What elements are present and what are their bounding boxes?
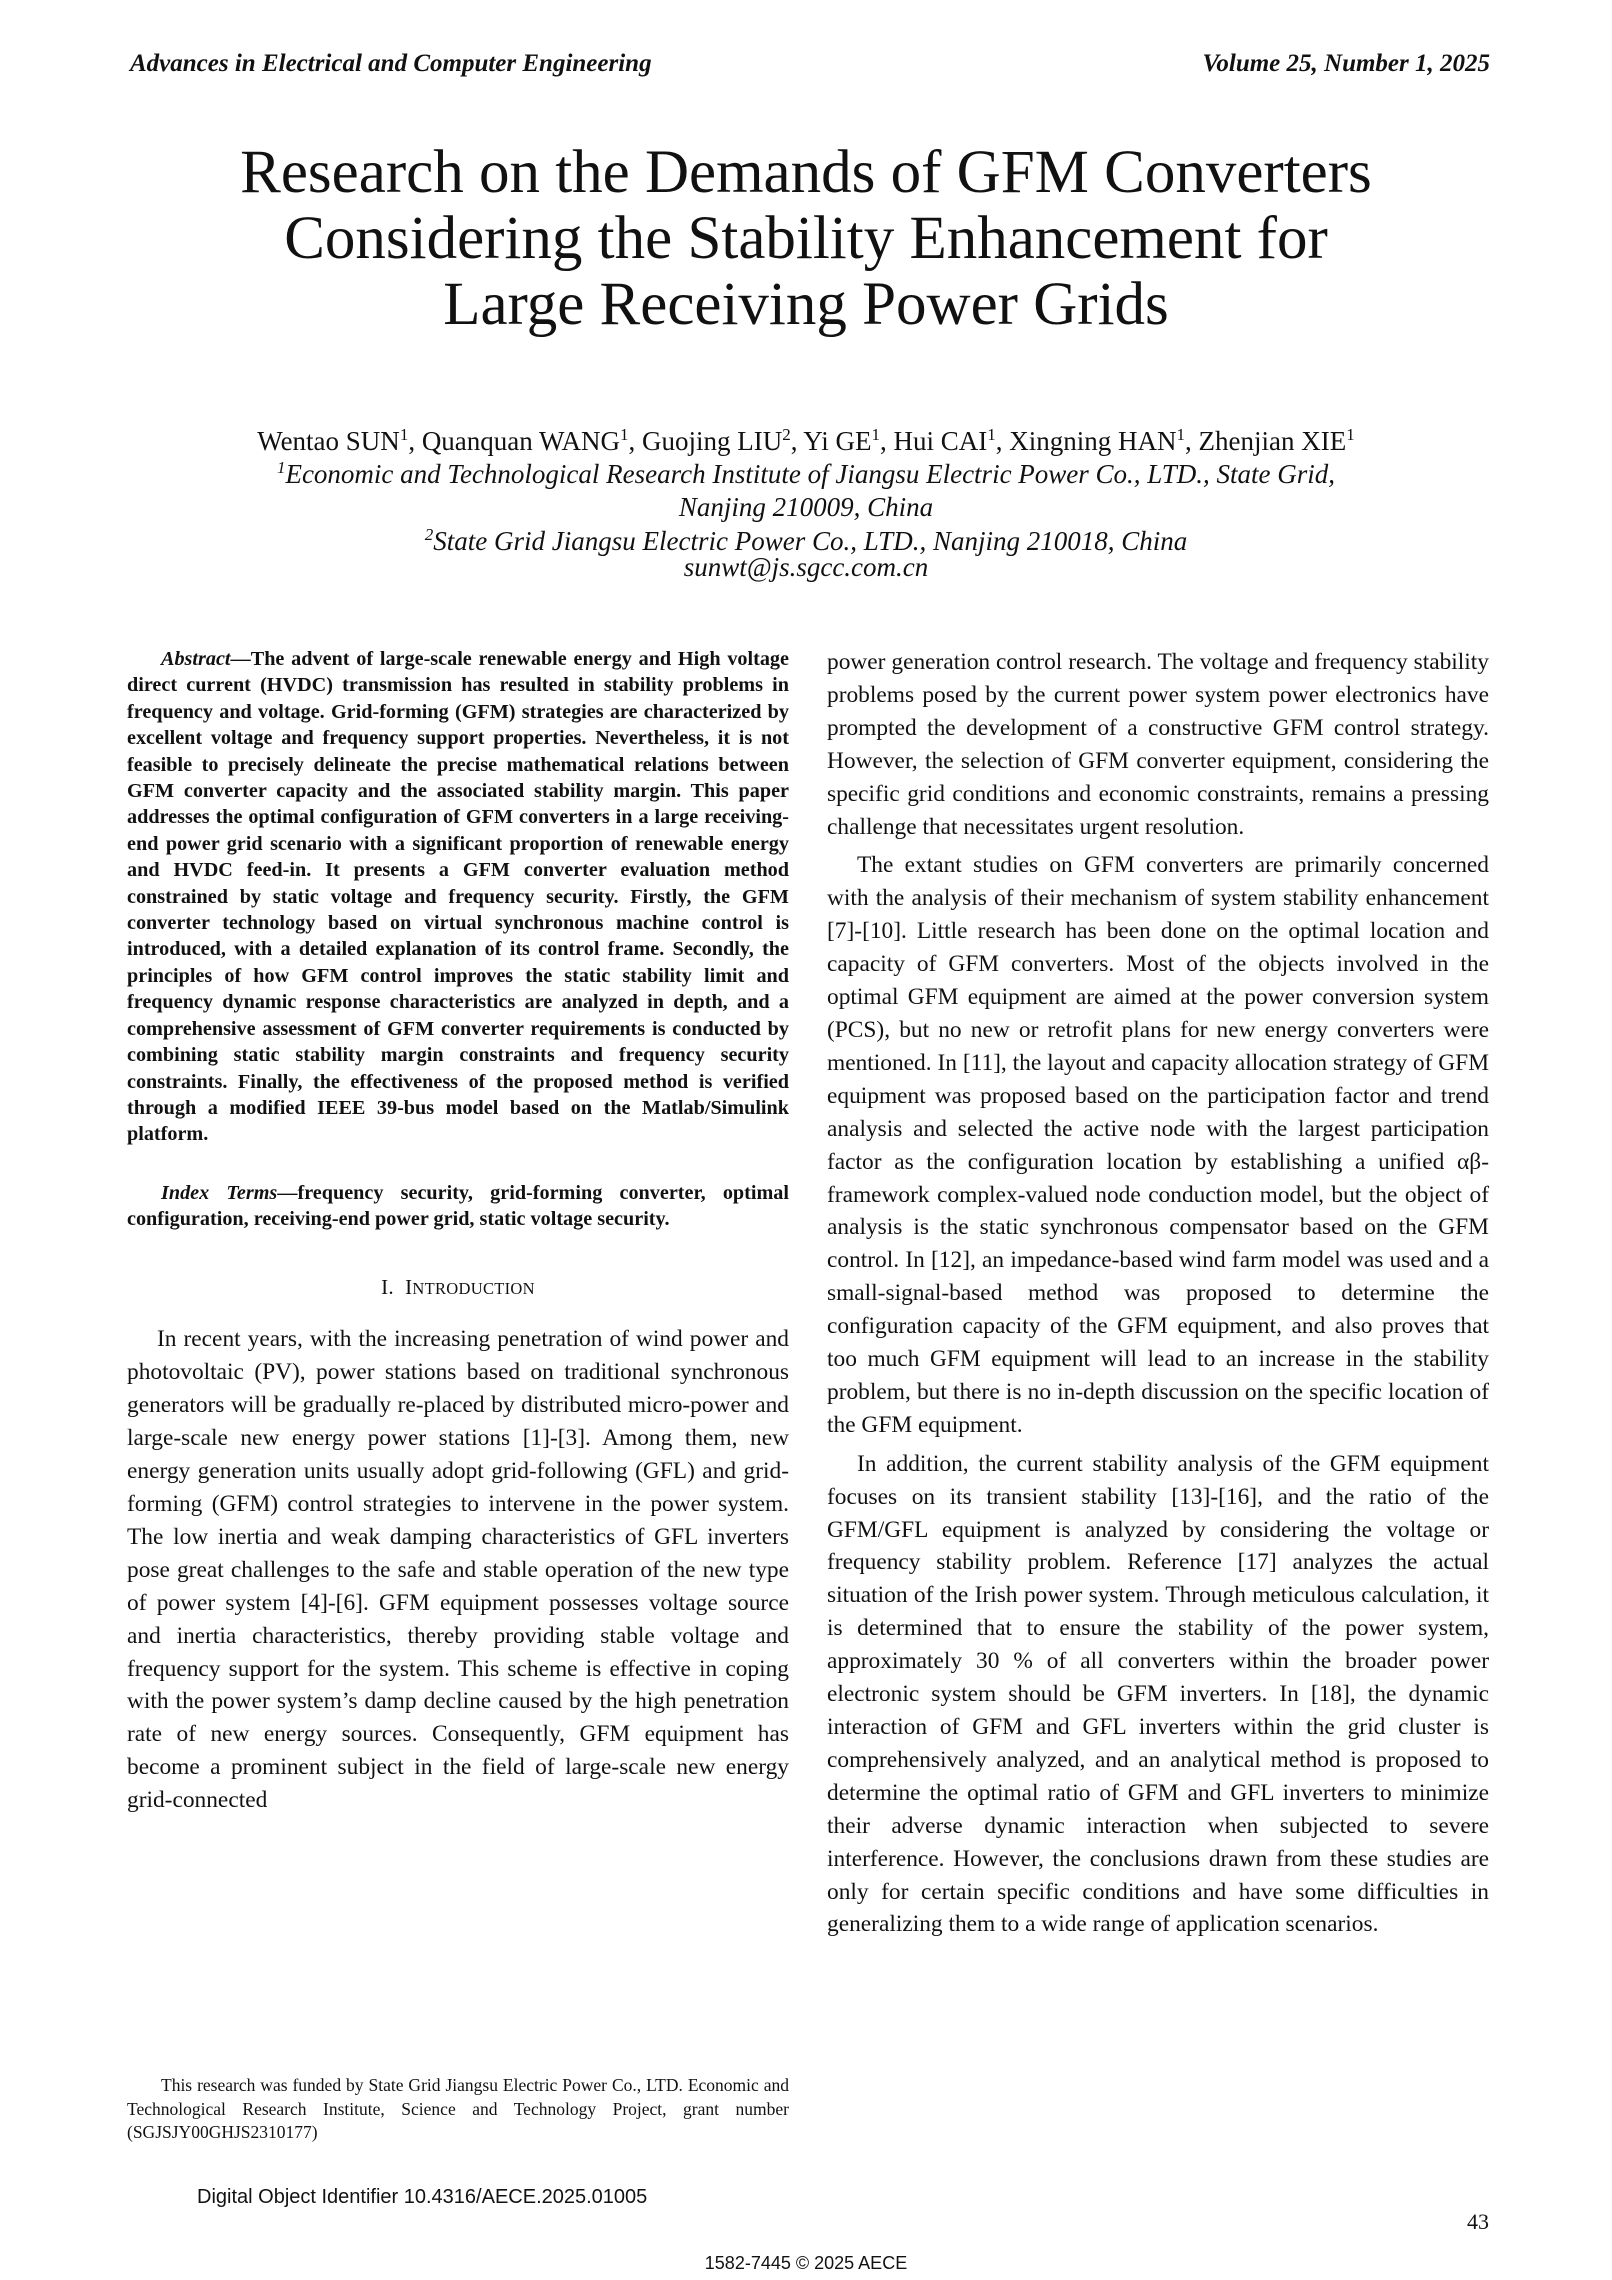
right-column	[827, 646, 1489, 1941]
journal-name: Advances in Electrical and Computer Engineering	[130, 50, 652, 77]
affiliation-2: $^2$State Grid Jiangsu Electric Power Co., LTD., Nanjing 210018, China	[424, 525, 1188, 556]
issn-copyright: 1582-7445 © 2025 AECE	[704, 2253, 908, 2273]
index-terms-label: Index Terms	[161, 1181, 278, 1204]
abstract	[127, 646, 789, 1148]
body-paragraph: power generation control research. The voltage and frequency stability problems posed by the current power system power electronics have prompted the development of a constructive GFM control strategy. However, the selection of GFM converter equipment, considering the specific grid conditions and economic constraints, remains a pressing challenge that necessitates urgent resolution.	[827, 649, 1489, 840]
funding-footnote: This research was funded by State Grid Jiangsu Electric Power Co., LTD. Economic and Technological Research Institute, Science and Technology Project, grant number (SGJSJY00GHJS2310177)	[127, 2075, 789, 2142]
body-paragraph: The extant studies on GFM converters are primarily concerned with the analysis of their mechanism of system stability enhancement [7]-[10]. Little research has been done on the optimal location and capacity of GFM converters. Most of the objects involved in the optimal GFM equipment are aimed at the power conversion system (PCS), but no new or retrofit plans for new energy converters were mentioned. In [11], the layout and capacity allocation strategy of GFM equipment was proposed based on the participation factor and trend analysis and selected the active node with the largest participation factor as the configuration location by establishing a unified αβ-framework complex-valued node conduction model, but the object of analysis is the static synchronous compensator based on the GFM control. In [12], an impedance-based wind farm model was used and a small-signal-based method was proposed to determine the configuration capacity of the GFM equipment, and also proves that too much GFM equipment will lead to an increase in the stability problem, but there is no in-depth discussion on the specific location of the GFM equipment.	[827, 852, 1489, 1438]
author: Yi $GE^1$	[803, 425, 881, 456]
author: Zhenjian XIE$^1$	[1198, 425, 1355, 456]
intro-paragraph: In recent years, with the increasing penetration of wind power and photovoltaic (PV), power stations based on traditional synchronous generators will be gradually re-placed by distributed micro-power and large-scale new energy power stations [1]-[3]. Among them, new energy generation units usually adopt grid-following (GFL) and grid-forming (GFM) control strategies to intervene in the power system. The low inertia and weak damping characteristics of GFL inverters pose great challenges to the safe and stable operation of the new type of power system [4]-[6]. GFM equipment possesses voltage source and inertia characteristics, thereby providing stable voltage and frequency support for the system. This scheme is effective in coping with the power system’s damp decline caused by the high penetration rate of new energy sources. Consequently, GFM equipment has become a prominent subject in the field of large-scale new energy grid-connected	[127, 1326, 789, 1814]
author: Wentao SUN$^1$	[257, 425, 409, 456]
page-number: 43	[1467, 2209, 1489, 2234]
title-line-3: Large Receiving Power Grids	[443, 271, 1169, 338]
body-paragraph: In addition, the current stability analysis of the GFM equipment focuses on its transient stability [13]-[16], and the ratio of the GFM/GFL equipment is analyzed by considering the voltage or frequency stability problem. Reference [17] analyzes the actual situation of the Irish power system. Through meticulous calculation, it is determined that to ensure the stability of the power system, approximately 30 % of all converters within the broader power electronic system should be GFM inverters. In [18], the dynamic interaction of GFM and GFL inverters within the grid cluster is comprehensively analyzed, and an analytical method is proposed to determine the optimal ratio of GFM and GFL inverters to minimize their adverse dynamic interaction when subjected to severe interference. However, the conclusions drawn from these studies are only for certain specific conditions and have some difficulties in generalizing them to a wide range of application scenarios.	[827, 1450, 1489, 1938]
author: Quanquan WANG$^1$	[421, 425, 629, 456]
section-heading-introduction: I. INTRODUCTION	[381, 1274, 535, 1299]
abstract-label: Abstract	[161, 648, 231, 670]
running-head	[130, 50, 1490, 78]
paper-title	[150, 140, 1462, 338]
author: Hui CAI$^1$	[893, 425, 996, 456]
doi-line: Digital Object Identifier 10.4316/AECE.2025.01005	[197, 2186, 648, 2208]
author-list: Wentao SUN$^1$, Quanquan WANG$^1$, Guojing LIU$^2$, Yi $GE^1$, Hui CAI$^1$, Xingning HAN$^1$, Zhenjian XIE$^1$	[257, 425, 1355, 456]
left-column	[127, 646, 789, 1817]
title-line-1: Research on the Demands of GFM Converters	[240, 139, 1372, 206]
index-terms	[127, 1180, 789, 1233]
volume-info: Volume 25, Number 1, 2025	[1202, 50, 1490, 77]
author: Guojing LIU$^2$	[642, 425, 791, 456]
author-email[interactable]: sunwt@js.sgcc.com.cn	[683, 552, 929, 582]
title-line-2: Considering the Stability Enhancement for	[284, 205, 1328, 272]
abstract-text: —The advent of large-scale renewable energy and High voltage direct current (HVDC) transmission has resulted in stability problems in frequency and voltage. Grid-forming (GFM) strategies are characterized by excellent voltage and frequency support properties. Nevertheless, it is not feasible to precisely delineate the precise mathematical relations between GFM converter capacity and the associated stability margin. This paper addresses the optimal configuration of GFM converters in a large receiving-end power grid scenario with a significant proportion of renewable energy and HVDC feed-in. It presents a GFM converter evaluation method constrained by static voltage and frequency security. Firstly, the GFM converter technology based on virtual synchronous machine control is introduced, with a detailed explanation of its control frame. Secondly, the principles of how GFM control improves the static stability limit and frequency dynamic response characteristics are analyzed in depth, and a comprehensive assessment of GFM converter requirements is conducted by combining static stability margin constraints and frequency security constraints. Finally, the effectiveness of the proposed method is verified through a modified IEEE 39-bus model based on the Matlab/Simulink platform.	[127, 648, 789, 1146]
index-terms-text: —frequency security, grid-forming converter, optimal configuration, receiving-end power grid, static voltage security.	[127, 1181, 789, 1231]
author: Xingning HAN$^1$	[1009, 425, 1186, 456]
affiliation-1: $^1$Economic and Technological Research Institute of Jiangsu Electric Power Co., LTD., State Grid, Nanjing 210009, China	[276, 458, 1336, 522]
